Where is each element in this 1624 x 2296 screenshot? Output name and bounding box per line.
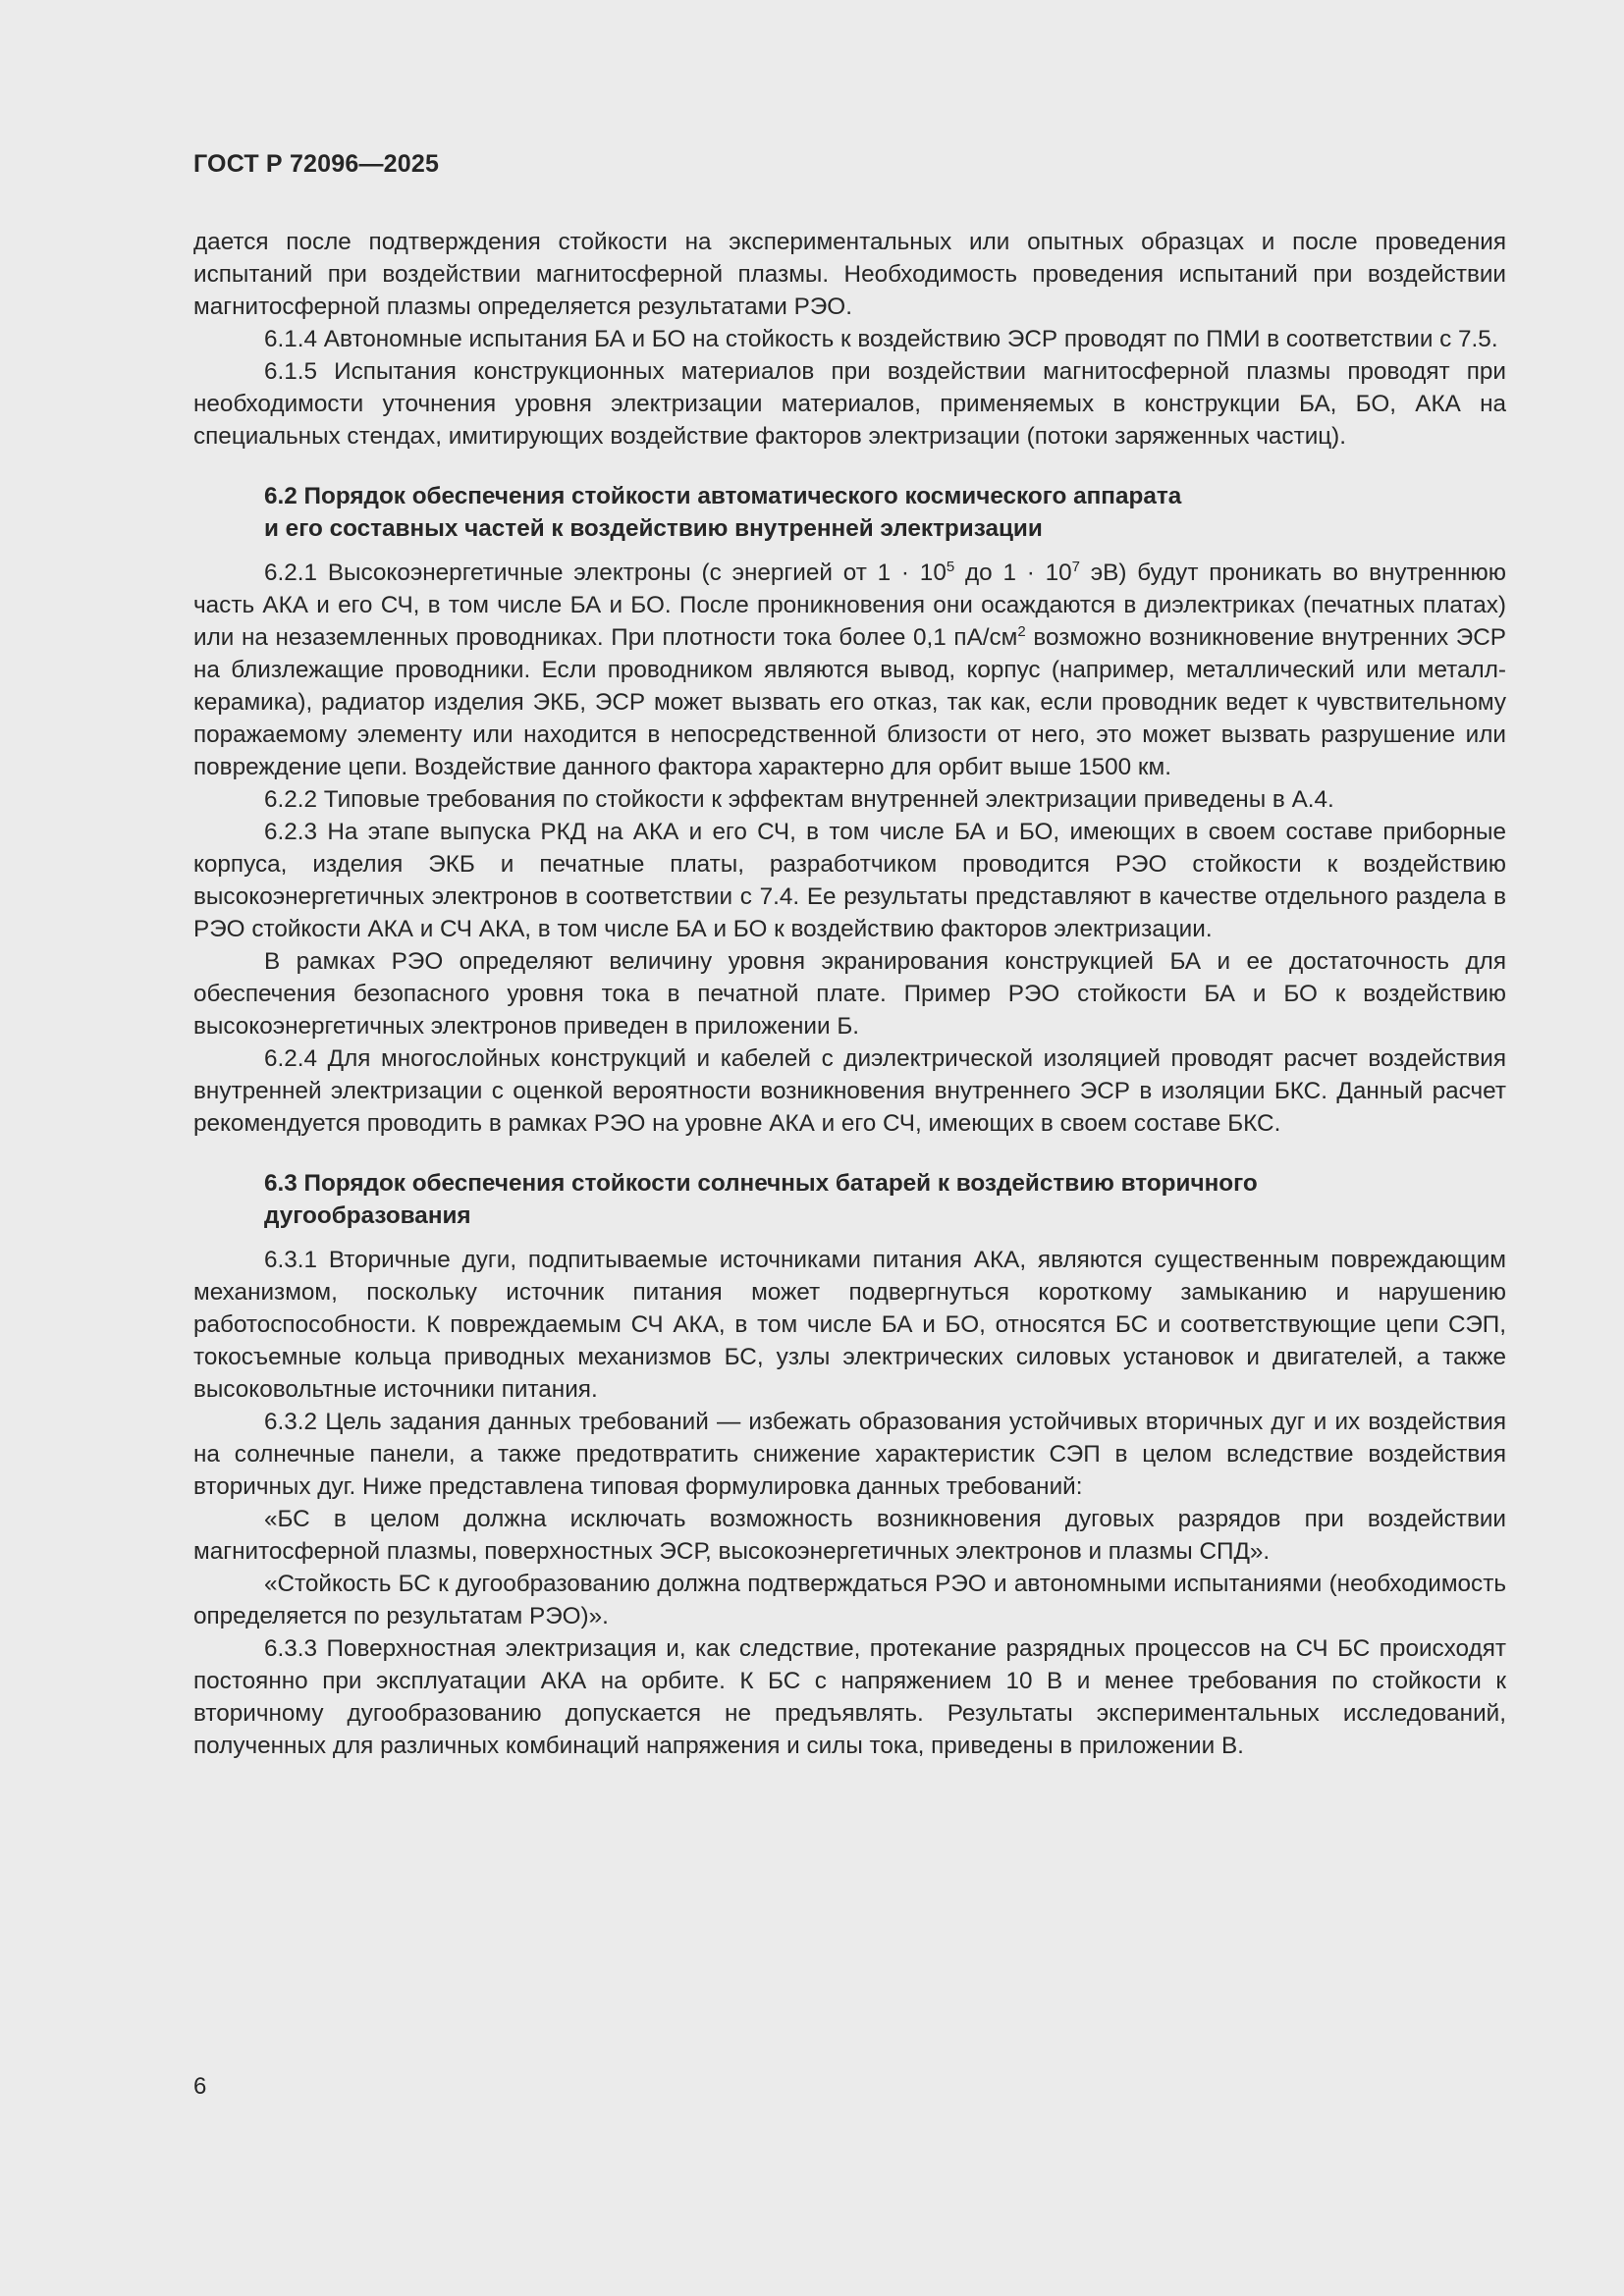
heading-6-3-line2: дугообразования [264, 1202, 471, 1229]
paragraph-6-1-5: 6.1.5 Испытания конструкционных материалов при воздействии магнитосферной плазмы проводят при необходимости уточнения уровня электризации материалов, применяемых в конструкции БА, БО, АКА на специальных стендах, имитирующих воздействие факторов электризации (потоки заряженных частиц). [193, 358, 1506, 450]
quote-requirement-2: «Стойкость БС к дугообразованию должна подтверждаться РЭО и автономными испытаниями (необходимость определяется по результатам РЭО)». [193, 1571, 1506, 1629]
paragraph-6-3-2: 6.3.2 Цель задания данных требований — избежать образования устойчивых вторичных дуг и их воздействия на солнечные панели, а также предотвратить снижение характеристик СЭП в целом вследствие воздействия вторичных дуг. Ниже представлена типовая формулировка данных требований: [193, 1409, 1506, 1500]
paragraph-6-2-3: 6.2.3 На этапе выпуска РКД на АКА и его СЧ, в том числе БА и БО, имеющих в своем составе приборные корпуса, изделия ЭКБ и печатные платы, разработчиком проводится РЭО стойкости к воздействию высокоэнергетичных электронов в соответствии с 7.4. Ее результаты представляют в качестве отдельного раздела в РЭО стойкости АКА и СЧ АКА, в том числе БА и БО к воздействию факторов электризации. [193, 819, 1506, 942]
document-body [193, 226, 1506, 1762]
heading-6-2-line1: 6.2 Порядок обеспечения стойкости автоматического космического аппарата [264, 483, 1182, 509]
paragraph-continuation: дается после подтверждения стойкости на экспериментальных или опытных образцах и после проведения испытаний при воздействии магнитосферной плазмы. Необходимость проведения испытаний при воздействии магнитосферной плазмы определяется результатами РЭО. [193, 229, 1506, 320]
document-header: ГОСТ Р 72096—2025 [193, 150, 440, 178]
paragraph-6-2-4: 6.2.4 Для многослойных конструкций и кабелей с диэлектрической изоляцией проводят расчет воздействия внутренней электризации с оценкой вероятности возникновения внутреннего ЭСР в изоляции БКС. Данный расчет рекомендуется проводить в рамках РЭО на уровне АКА и его СЧ, имеющих в своем составе БКС. [193, 1045, 1506, 1137]
p621-text-d: возможно возникновение внутренних ЭСР на близлежащие проводники. Если проводником являются вывод, корпус (например, металлический или металл-керамика), радиатор изделия ЭКБ, ЭСР может вызвать его отказ, так как, если проводник ведет к чувствительному поражаемому элементу или находится в непосредственной близости от него, это может вызвать разрушение или повреждение цепи. Воздействие данного фактора характерно для орбит выше 1500 км. [193, 624, 1507, 780]
p621-text-c: эВ) будут проникать во внутреннюю часть АКА и его СЧ, в том числе БА и БО. После проникновения они осаждаются в диэлектриках (печатных платах) или на незаземленных проводниках. При плотности тока более 0,1 пА/см [193, 560, 1506, 651]
paragraph-6-2-2: 6.2.2 Типовые требования по стойкости к эффектам внутренней электризации приведены в А.4. [264, 786, 1334, 813]
paragraph-6-3-3: 6.3.3 Поверхностная электризация и, как следствие, протекание разрядных процессов на СЧ БС происходят постоянно при эксплуатации АКА на орбите. К БС с напряжением 10 В и менее требования по стойкости к вторичному дугообразованию допускается не предъявлять. Результаты экспериментальных исследований, полученных для различных комбинаций напряжения и силы тока, приведены в приложении В. [193, 1635, 1506, 1759]
paragraph-6-2-1 [193, 557, 1506, 783]
p621-text-a: 6.2.1 Высокоэнергетичные электроны (с энергией от 1 · 10 [264, 560, 947, 586]
p621-text-b: до 1 · 10 [954, 560, 1072, 586]
section-heading-6-3 [264, 1167, 1506, 1232]
paragraph-6-2-3-continued: В рамках РЭО определяют величину уровня экранирования конструкцией БА и ее достаточность для обеспечения безопасного уровня тока в печатной плате. Пример РЭО стойкости БА и БО к воздействию высокоэнергетичных электронов приведен в приложении Б. [193, 948, 1506, 1040]
paragraph-6-1-4: 6.1.4 Автономные испытания БА и БО на стойкость к воздействию ЭСР проводят по ПМИ в соответствии с 7.5. [264, 326, 1498, 352]
p621-sup-2: 7 [1071, 558, 1080, 575]
section-heading-6-2 [264, 480, 1506, 545]
p621-sup-1: 5 [946, 558, 955, 575]
quote-requirement-1: «БС в целом должна исключать возможность возникновения дуговых разрядов при воздействии магнитосферной плазмы, поверхностных ЭСР, высокоэнергетичных электронов и плазмы СПД». [193, 1506, 1506, 1565]
heading-6-2-line2: и его составных частей к воздействию внутренней электризации [264, 515, 1043, 542]
page-number: 6 [193, 2073, 207, 2100]
heading-6-3-line1: 6.3 Порядок обеспечения стойкости солнечных батарей к воздействию вторичного [264, 1170, 1258, 1197]
p621-sup-3: 2 [1017, 622, 1026, 640]
paragraph-6-3-1: 6.3.1 Вторичные дуги, подпитываемые источниками питания АКА, являются существенным повреждающим механизмом, поскольку источник питания может подвергнуться короткому замыканию и нарушению работоспособности. К повреждаемым СЧ АКА, в том числе БА и БО, относятся БС и соответствующие цепи СЭП, токосъемные кольца приводных механизмов БС, узлы электрических силовых установок и двигателей, а также высоковольтные источники питания. [193, 1247, 1506, 1403]
